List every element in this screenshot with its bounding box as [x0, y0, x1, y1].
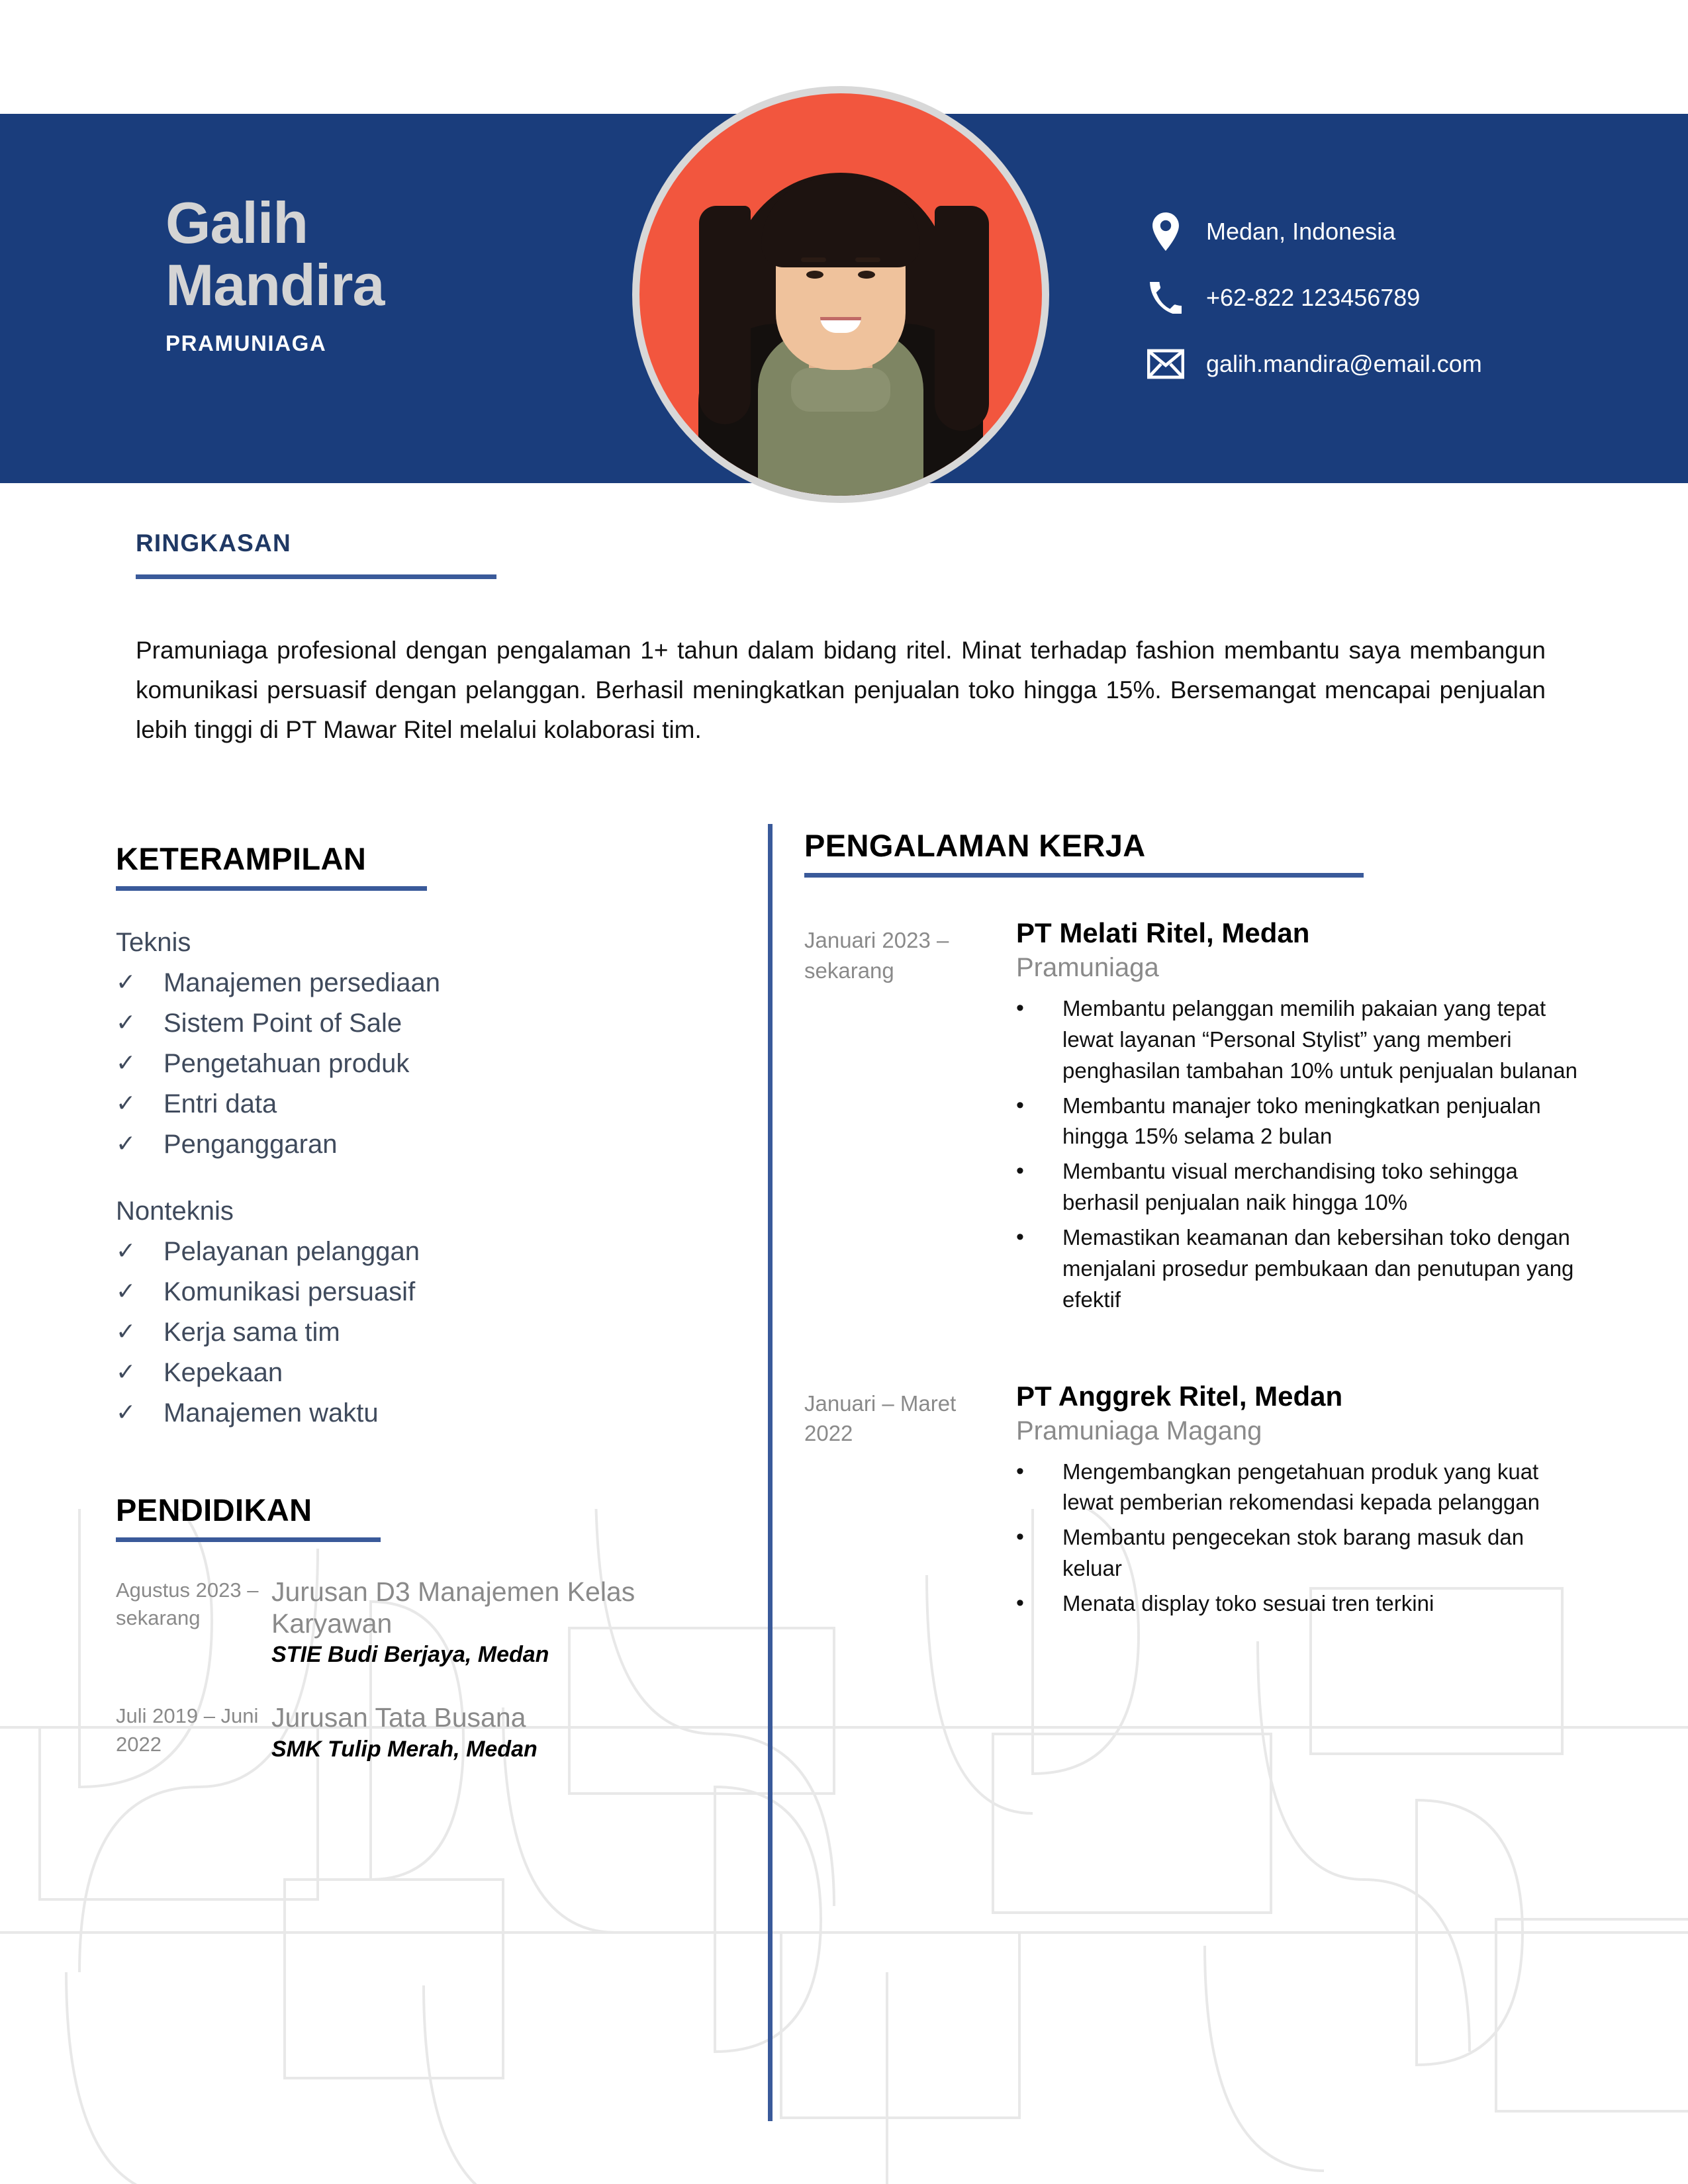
skill-label: Sistem Point of Sale	[164, 1009, 402, 1038]
experience-bullet	[1016, 1588, 1579, 1619]
bullet-icon: •	[1016, 1590, 1024, 1616]
experience-bullet	[1016, 993, 1579, 1087]
contact-email-value: galih.mandira@email.com	[1206, 350, 1482, 377]
skill-item	[116, 1237, 731, 1267]
skill-item	[116, 968, 731, 998]
skill-item	[116, 1089, 731, 1119]
location-pin-icon	[1145, 212, 1186, 251]
experience-bullet-text: Membantu pengecekan stok barang masuk dan keluar	[1062, 1525, 1524, 1581]
experience-entry	[804, 917, 1579, 1320]
skill-group-label: Nonteknis	[116, 1197, 234, 1226]
experience-heading: PENGALAMAN KERJA	[804, 828, 1146, 863]
skills-heading: KETERAMPILAN	[116, 841, 367, 876]
right-column	[804, 827, 1579, 1623]
contact-item-phone	[1145, 265, 1482, 331]
skills-rule	[116, 886, 427, 891]
skill-item	[116, 1398, 731, 1428]
skills-section	[116, 841, 731, 1428]
experience-bullet-list	[1016, 993, 1579, 1316]
job-title: PRAMUNIAGA	[165, 331, 327, 356]
name-block	[165, 192, 384, 356]
experience-bullet-text: Membantu manajer toko meningkatkan penjualan hingga 15% selama 2 bulan	[1062, 1093, 1541, 1149]
profile-photo	[632, 86, 1049, 503]
bullet-icon: •	[1016, 1224, 1024, 1250]
skill-group-label: Teknis	[116, 928, 191, 957]
profile-photo-image	[639, 93, 1042, 496]
check-icon: ✓	[116, 1237, 136, 1264]
skill-label: Manajemen persediaan	[164, 968, 441, 997]
check-icon: ✓	[116, 1318, 136, 1345]
experience-bullet-text: Memastikan keamanan dan kebersihan toko dengan menjalani prosedur pembukaan dan penutupan yang efektif	[1062, 1225, 1574, 1312]
skill-item	[116, 1009, 731, 1038]
experience-bullet-text: Membantu visual merchandising toko sehingga berhasil penjualan naik hingga 10%	[1062, 1159, 1518, 1215]
summary-section	[136, 529, 1546, 750]
education-rule	[116, 1537, 381, 1542]
envelope-icon	[1145, 349, 1186, 379]
skill-group-nonteknis	[116, 1197, 731, 1428]
bullet-icon: •	[1016, 1458, 1024, 1484]
education-heading: PENDIDIKAN	[116, 1492, 312, 1527]
experience-bullet-text: Membantu pelanggan memilih pakaian yang tepat lewat layanan “Personal Stylist” yang memberi penghasilan tambahan 10% untuk penjualan bulanan	[1062, 996, 1577, 1083]
summary-rule	[136, 574, 496, 579]
check-icon: ✓	[116, 1277, 136, 1304]
skill-label: Manajemen waktu	[164, 1398, 379, 1428]
summary-heading: RINGKASAN	[136, 529, 291, 557]
check-icon: ✓	[116, 1130, 136, 1157]
left-column	[116, 841, 731, 1762]
skill-label: Entri data	[164, 1089, 277, 1118]
check-icon: ✓	[116, 968, 136, 995]
experience-company: PT Anggrek Ritel, Medan	[1016, 1380, 1343, 1412]
experience-bullet-list	[1016, 1457, 1579, 1619]
bullet-icon: •	[1016, 1092, 1024, 1118]
experience-bullet	[1016, 1522, 1579, 1584]
check-icon: ✓	[116, 1089, 136, 1116]
skill-label: Kepekaan	[164, 1358, 283, 1387]
check-icon: ✓	[116, 1009, 136, 1036]
skill-label: Komunikasi persuasif	[164, 1277, 416, 1306]
column-divider	[768, 824, 773, 2121]
experience-bullet	[1016, 1091, 1579, 1153]
summary-text: Pramuniaga profesional dengan pengalaman 1+ tahun dalam bidang ritel. Minat terhadap fashion membantu saya membangun komunikasi persuasif dengan pelanggan. Berhasil meningkatkan penjualan toko hingga 15%. Bersemangat mencapai penjualan lebih tinggi di PT Mawar Ritel melalui kolaborasi tim.	[136, 637, 1546, 743]
phone-icon	[1145, 282, 1186, 314]
skill-item	[116, 1318, 731, 1347]
experience-bullet-text: Mengembangkan pengetahuan produk yang kuat lewat pemberian rekomendasi kepada pelanggan	[1062, 1459, 1540, 1515]
contact-list	[1145, 199, 1482, 397]
skill-label: Pengetahuan produk	[164, 1049, 410, 1078]
check-icon: ✓	[116, 1358, 136, 1385]
skill-item	[116, 1358, 731, 1388]
check-icon: ✓	[116, 1398, 136, 1426]
experience-company: PT Melati Ritel, Medan	[1016, 917, 1310, 948]
education-entry	[116, 1576, 731, 1668]
first-name: Galih	[165, 190, 308, 255]
education-major: Jurusan Tata Busana	[271, 1702, 526, 1733]
experience-entry	[804, 1381, 1579, 1623]
skill-item	[116, 1130, 731, 1160]
education-section	[116, 1492, 731, 1762]
education-entry	[116, 1702, 731, 1762]
experience-bullet	[1016, 1457, 1579, 1519]
bullet-icon: •	[1016, 1524, 1024, 1550]
experience-role: Pramuniaga Magang	[1016, 1416, 1262, 1445]
experience-date: Januari – Maret 2022	[804, 1390, 957, 1446]
experience-role: Pramuniaga	[1016, 953, 1159, 982]
skill-item	[116, 1049, 731, 1079]
experience-bullet-text: Menata display toko sesuai tren terkini	[1062, 1591, 1434, 1616]
skill-group-teknis	[116, 928, 731, 1160]
contact-location-value: Medan, Indonesia	[1206, 218, 1396, 245]
contact-item-location	[1145, 199, 1482, 265]
education-date: Juli 2019 – Juni 2022	[116, 1704, 259, 1756]
skill-label: Kerja sama tim	[164, 1318, 340, 1347]
education-major: Jurusan D3 Manajemen Kelas Karyawan	[271, 1576, 635, 1639]
bullet-icon: •	[1016, 995, 1024, 1021]
experience-date: Januari 2023 – sekarang	[804, 928, 949, 983]
contact-item-email	[1145, 331, 1482, 397]
skill-item	[116, 1277, 731, 1307]
bullet-icon: •	[1016, 1158, 1024, 1184]
education-date: Agustus 2023 – sekarang	[116, 1578, 259, 1630]
skill-label: Penganggaran	[164, 1130, 338, 1159]
check-icon: ✓	[116, 1049, 136, 1076]
education-school: SMK Tulip Merah, Medan	[271, 1736, 538, 1762]
last-name: Mandira	[165, 252, 385, 318]
contact-phone-value: +62-822 123456789	[1206, 284, 1421, 311]
experience-bullet	[1016, 1156, 1579, 1218]
experience-rule	[804, 873, 1364, 878]
skill-label: Pelayanan pelanggan	[164, 1237, 420, 1266]
experience-bullet	[1016, 1222, 1579, 1316]
education-school: STIE Budi Berjaya, Medan	[271, 1642, 549, 1668]
